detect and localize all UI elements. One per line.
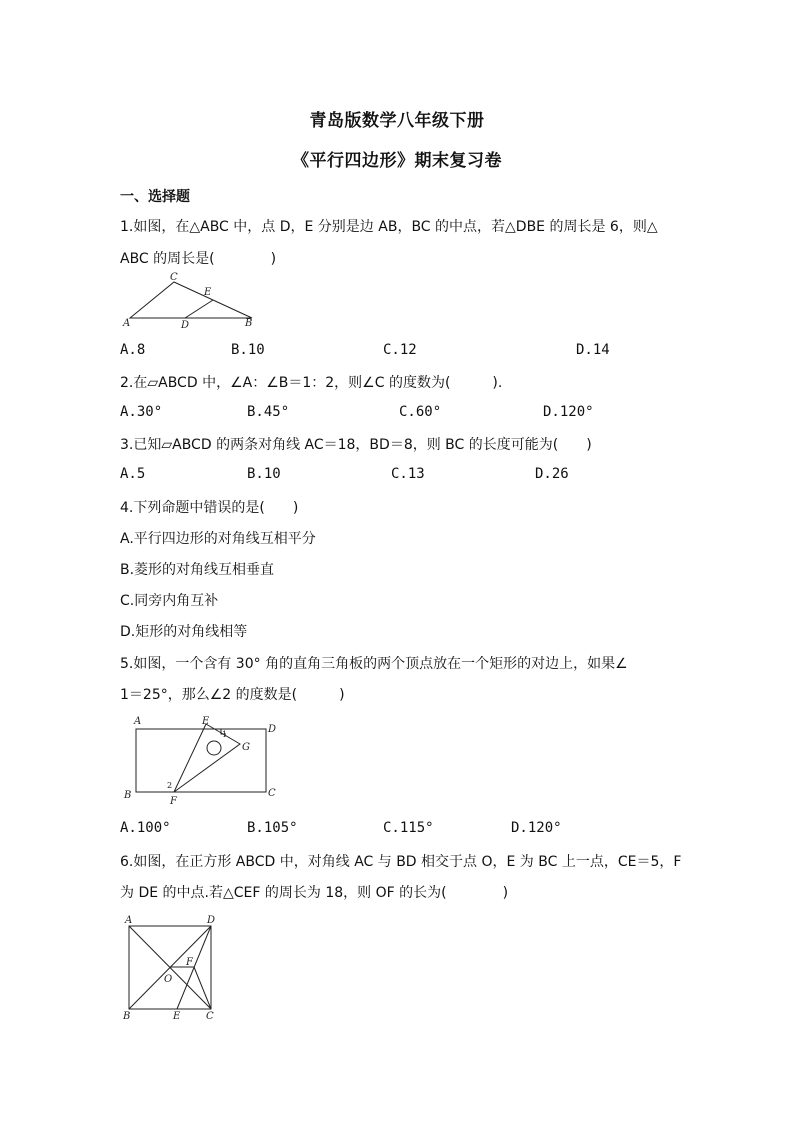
segment-de (185, 300, 213, 318)
question-2-text: 2.在▱ABCD 中，∠A：∠B＝1：2，则∠C 的度数为( ). (120, 375, 503, 391)
label-c: C (206, 1011, 214, 1022)
question-3-option-d: D.26 (535, 466, 569, 482)
question-5-option-c: C.115° (383, 820, 434, 836)
triangle-ruler (174, 724, 240, 792)
label-1: 1 (222, 730, 228, 739)
question-5-text-line1: 5.如图，一个含有 30° 角的直角三角板的两个顶点放在一个矩形的对边上，如果∠ (120, 656, 628, 672)
question-2-option-d: D.120° (543, 404, 594, 420)
label-e: E (204, 287, 212, 298)
question-6-text-line1: 6.如图，在正方形 ABCD 中，对角线 AC 与 BD 相交于点 O，E 为 BC 上一点，CE＝5，F (120, 854, 682, 870)
label-d: D (207, 915, 216, 926)
question-2-option-b: B.45° (247, 404, 290, 420)
segment-cf (194, 967, 211, 1009)
label-a: A (134, 716, 142, 727)
question-1-text-line2: ABC 的周长是( ) (120, 251, 277, 267)
triangle-abc (130, 282, 252, 318)
label-f: F (186, 957, 193, 968)
label-c: C (170, 272, 178, 283)
label-c: C (268, 788, 276, 799)
label-e: E (202, 716, 210, 727)
question-3-option-a: A.5 (120, 466, 146, 482)
question-4-option-a: A.平行四边形的对角线互相平分 (120, 531, 316, 547)
question-3-option-b: B.10 (247, 466, 281, 482)
question-4-option-c: C.同旁内角互补 (120, 593, 219, 609)
question-2-option-a: A.30° (120, 404, 163, 420)
question-4-option-b: B.菱形的对角线互相垂直 (120, 562, 275, 578)
question-1-figure (118, 270, 268, 332)
question-3-option-c: C.13 (391, 466, 425, 482)
document-subtitle: 《平行四边形》期末复习卷 (292, 151, 502, 171)
label-d: D (181, 320, 190, 331)
question-3-text: 3.已知▱ABCD 的两条对角线 AC＝18，BD＝8，则 BC 的长度可能为( ) (120, 437, 592, 453)
label-g: G (242, 742, 250, 753)
question-5-option-b: B.105° (247, 820, 298, 836)
rectangle-abcd (136, 729, 266, 792)
label-b: B (124, 790, 132, 801)
label-b: B (123, 1011, 131, 1022)
label-a: A (125, 915, 133, 926)
label-f: F (170, 796, 177, 807)
question-1-text-line1: 1.如图，在△ABC 中，点 D，E 分别是边 AB，BC 的中点，若△DBE 的周长是 6，则△ (120, 219, 658, 235)
section-heading: 一、选择题 (120, 189, 190, 205)
question-4-text: 4.下列命题中错误的是( ) (120, 500, 299, 516)
label-o: O (164, 974, 173, 985)
question-5-option-d: D.120° (511, 820, 562, 836)
label-d: D (268, 724, 277, 735)
question-6-text-line2: 为 DE 的中点.若△CEF 的周长为 18，则 OF 的长为( ) (120, 885, 509, 901)
label-b: B (245, 318, 253, 329)
label-e: E (173, 1011, 181, 1022)
question-1-option-a: A.8 (120, 342, 146, 358)
question-5-figure (118, 712, 288, 808)
label-a: A (123, 318, 131, 329)
question-5-option-a: A.100° (120, 820, 171, 836)
label-2: 2 (167, 781, 173, 790)
document-title: 青岛版数学八年级下册 (309, 111, 485, 131)
question-1-option-c: C.12 (383, 342, 417, 358)
question-4-option-d: D.矩形的对角线相等 (120, 624, 248, 640)
question-6-figure (118, 912, 228, 1024)
ruler-hole (207, 741, 221, 755)
question-2-option-c: C.60° (399, 404, 442, 420)
question-1-option-b: B.10 (231, 342, 265, 358)
question-5-text-line2: 1＝25°，那么∠2 的度数是( ) (120, 687, 345, 703)
question-1-option-d: D.14 (576, 342, 610, 358)
